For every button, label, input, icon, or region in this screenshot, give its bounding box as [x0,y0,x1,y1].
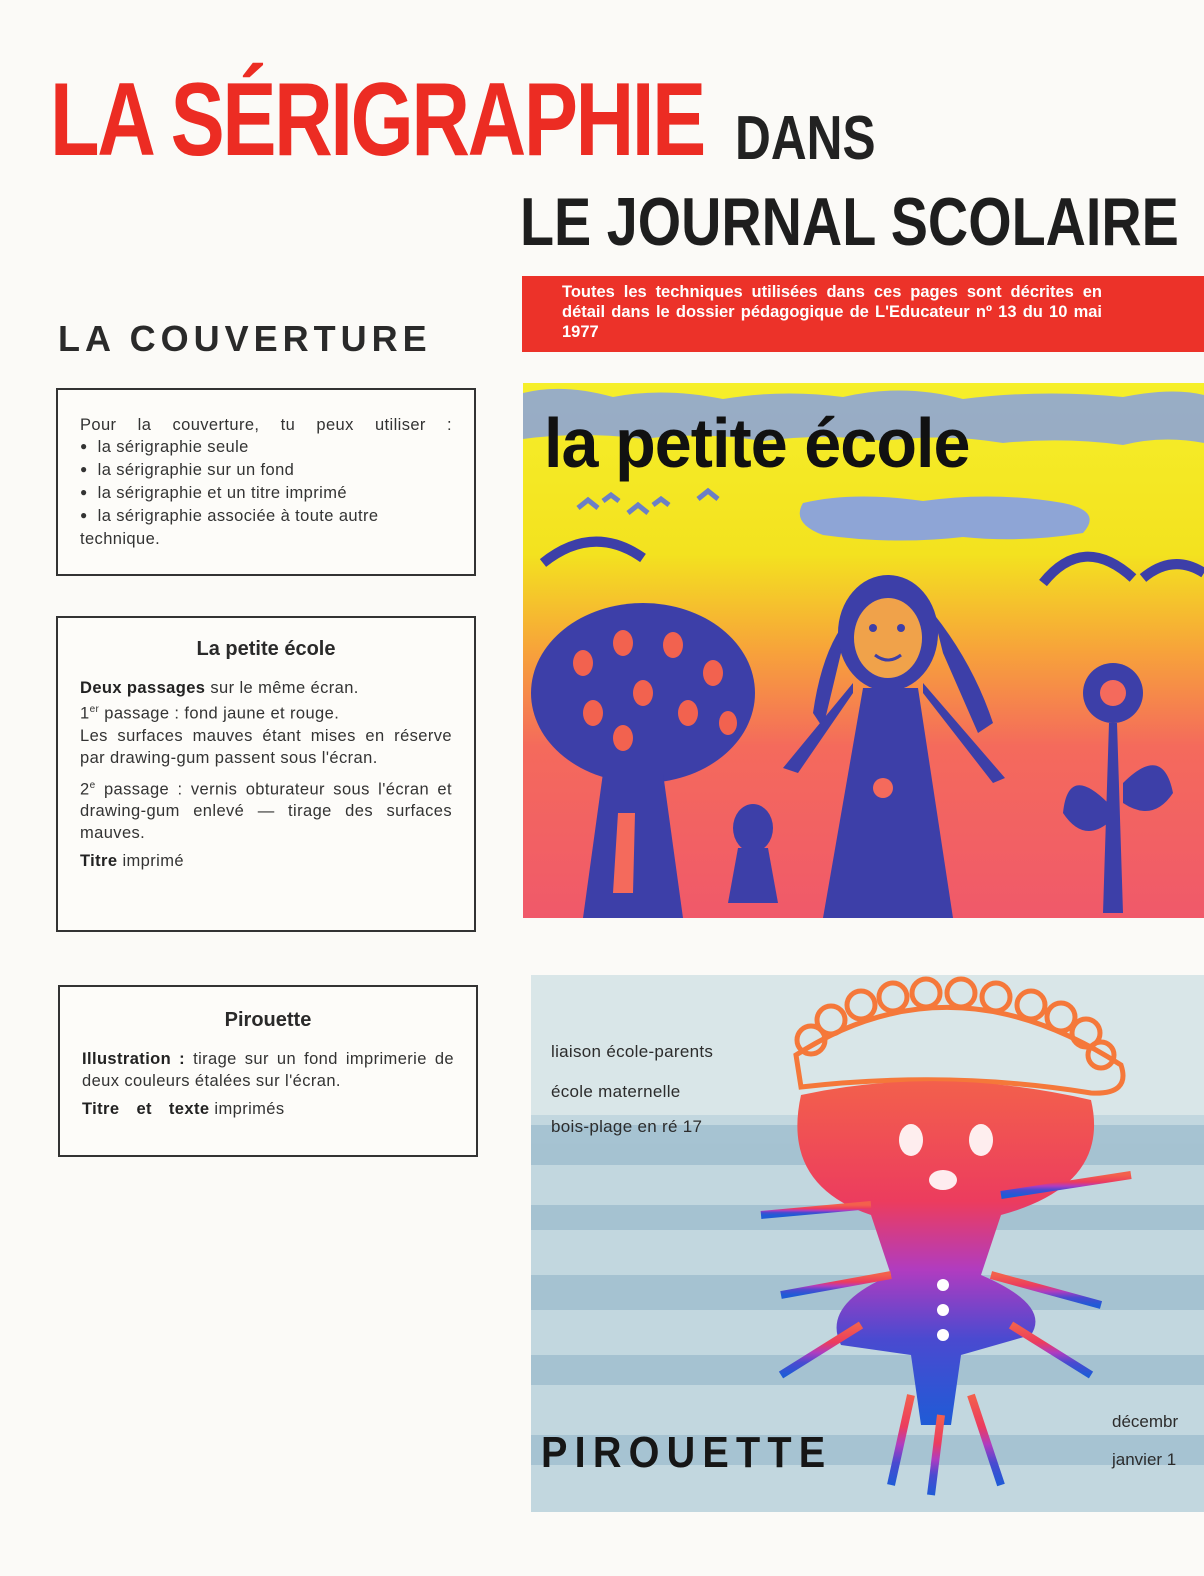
pass2-line [80,775,452,845]
titre-texte-line [82,1098,454,1120]
pass1-sup: er [89,704,100,715]
bold-label: Illustration : [82,1050,186,1068]
cover-title-petite-ecole: la petite école [544,404,970,482]
list-item: ● la sérigraphie et un titre imprimé [80,482,452,505]
cloud [800,496,1090,540]
pass2-text: passage : vernis obturateur sous l'écran et drawing-gum enlevé — tirage des surfaces mauves. [80,780,452,842]
bold-label: Titre [80,852,118,870]
info-banner-text: Toutes les techniques utilisées dans ces pages sont décrites en détail dans le dossier pédagogique de L'Educateur nº 13 du 10 mai 1977 [562,283,1102,341]
pass2-num: 2 [80,780,90,798]
intro-text: Pour la couverture, tu peux utiliser : [80,416,452,434]
figure-buttons [937,1279,949,1341]
titre-texte-text: imprimés [209,1100,285,1118]
petite-ecole-box [56,616,476,932]
pass2-sup: e [89,779,96,791]
pirouette-text-line: bois-plage en ré 17 [551,1117,703,1136]
list-item: ● la sérigraphie sur un fond [80,459,452,482]
illustration-text: tirage sur un fond imprimerie de deux couleurs étalées sur l'écran. [82,1050,454,1090]
headline-dans: DANS [735,104,876,173]
list-item: ● la sérigraphie associée à toute autre technique. [80,505,452,550]
bold-label: Titre et texte [82,1100,210,1118]
section-heading: LA COUVERTURE [58,318,432,359]
pirouette-date: décembr [1112,1412,1179,1431]
list-item: ● la sérigraphie seule [80,436,452,459]
pass1-num: 1 [80,704,90,723]
box-title: Pirouette [224,1009,312,1031]
pass1-line [80,699,452,725]
pass1-detail: Les surfaces mauves étant mises en réserve par drawing-gum passent sous l'écran. [80,726,452,767]
pass1-text: passage : fond jaune et rouge. [99,704,340,723]
intro-box [56,388,476,576]
box-title: La petite école [196,638,336,660]
pirouette-date: janvier 1 [1112,1450,1177,1469]
pirouette-text-line: liaison école-parents [551,1042,714,1061]
headline-serigraphie: LA SÉRIGRAPHIE [50,62,704,178]
headline-journal-scolaire: LE JOURNAL SCOLAIRE [520,184,1179,260]
titre-text: imprimé [117,852,184,870]
pirouette-box [58,985,478,1157]
passages-text: sur le même écran. [205,679,359,697]
illustration-line [82,1048,454,1092]
bold-label: Deux passages [80,679,206,697]
passages-line [80,677,452,699]
titre-line [80,850,452,872]
pirouette-text-line: école maternelle [551,1082,681,1101]
cover-title-pirouette: PIROUETTE [541,1428,833,1477]
small-girl-head [733,804,773,852]
